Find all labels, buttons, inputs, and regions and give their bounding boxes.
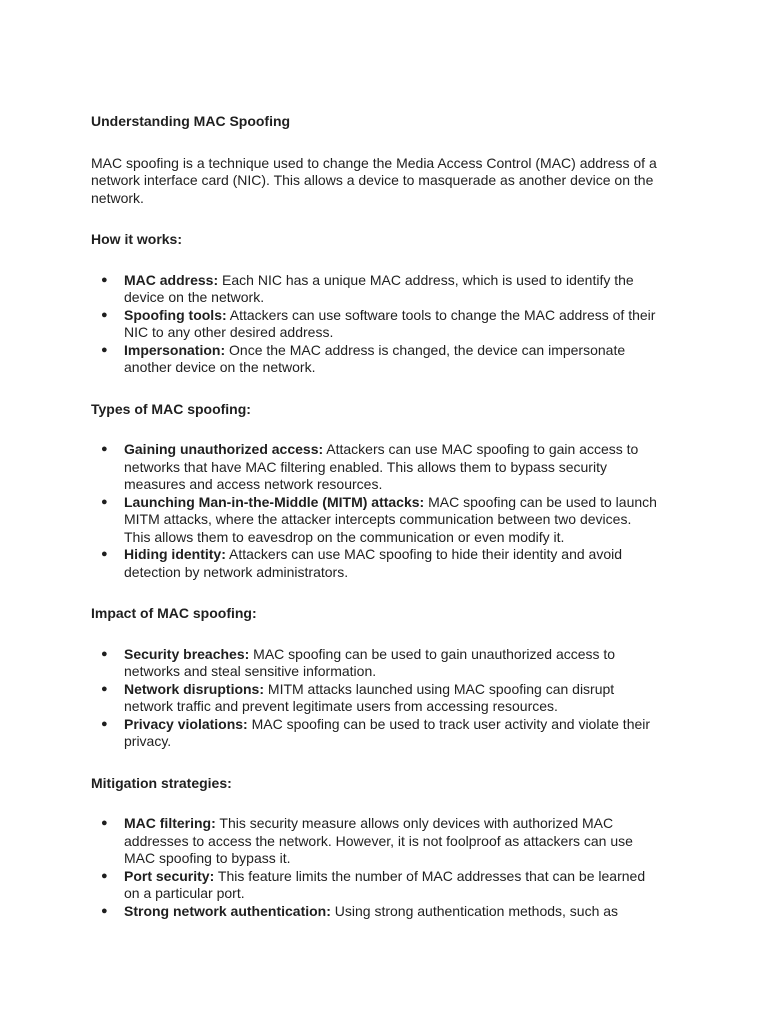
list-item <box>91 815 661 868</box>
list-item-text: This feature limits the number of MAC addresses that can be learned on a particular port. <box>124 867 646 901</box>
list-item-text: Attackers can use MAC spoofing to gain access to networks that have MAC filtering enabled. This allows them to bypass security measures and access network resources. <box>124 441 639 492</box>
bullet-icon: ● <box>101 443 108 455</box>
bullet-icon: ● <box>101 273 108 286</box>
section-heading-types: Types of MAC spoofing: <box>91 400 251 417</box>
bullet-icon: ● <box>101 682 108 695</box>
list-item <box>91 307 661 342</box>
bullet-icon: ● <box>101 647 108 660</box>
section-heading-impact: Impact of MAC spoofing: <box>91 605 257 621</box>
list-item-text: MAC spoofing can be used to gain unauthorized access to networks and steal sensitive information. <box>124 645 616 679</box>
list-item-term: MAC address: <box>124 271 219 288</box>
list-item-term: Strong network authentication: <box>124 902 331 919</box>
bullet-list-types <box>91 441 661 581</box>
bullet-icon: ● <box>101 495 108 508</box>
list-item-term: Gaining unauthorized access: <box>124 441 324 457</box>
bullet-list-impact <box>91 646 661 751</box>
list-item-term: Spoofing tools: <box>124 306 227 323</box>
list-item-text: Once the MAC address is changed, the device can impersonate another device on the network. <box>124 341 626 375</box>
list-item-text: Each NIC has a unique MAC address, which is used to identify the device on the network. <box>124 271 634 305</box>
list-item <box>91 342 661 377</box>
bullet-icon: ● <box>101 904 108 917</box>
list-item-term: Impersonation: <box>124 341 226 358</box>
list-item <box>91 494 661 547</box>
list-item-term: MAC filtering: <box>124 815 216 831</box>
document-page <box>91 113 661 920</box>
section-heading-how-it-works: How it works: <box>91 231 183 247</box>
list-item-text: MAC spoofing can be used to track user activity and violate their privacy. <box>124 715 651 749</box>
bullet-icon: ● <box>101 343 108 356</box>
list-item <box>91 441 661 494</box>
list-item-text: MITM attacks launched using MAC spoofing can disrupt network traffic and prevent legitimate users from accessing resources. <box>124 680 615 714</box>
list-item <box>91 868 661 903</box>
section-heading-mitigation: Mitigation strategies: <box>91 774 232 791</box>
list-item-term: Hiding identity: <box>124 546 226 562</box>
list-item-text: Attackers can use MAC spoofing to hide their identity and avoid detection by network administrators. <box>124 546 623 580</box>
list-item-text: MAC spoofing can be used to launch MITM attacks, where the attacker intercepts communication between two devices. This allows them to eavesdrop on the communication or even modify it. <box>124 493 657 545</box>
list-item-text: Using strong authentication methods, such as <box>330 902 619 919</box>
bullet-icon: ● <box>101 869 108 882</box>
list-item <box>91 646 661 681</box>
bullet-icon: ● <box>101 717 108 730</box>
list-item <box>91 903 661 921</box>
list-item-term: Network disruptions: <box>124 680 265 697</box>
list-item <box>91 272 661 307</box>
list-item-text: This security measure allows only devices with authorized MAC addresses to access the network. However, it is not foolproof as attackers can use MAC spoofing to bypass it. <box>124 815 633 866</box>
list-item-term: Privacy violations: <box>124 715 248 732</box>
list-item <box>91 546 661 581</box>
bullet-list-mitigation <box>91 815 661 920</box>
list-item-term: Launching Man-in-the-Middle (MITM) attacks: <box>124 493 425 510</box>
list-item-text: Attackers can use software tools to change the MAC address of their NIC to any other desired address. <box>124 306 656 340</box>
list-item <box>91 716 661 751</box>
bullet-icon: ● <box>101 817 108 829</box>
list-item-term: Port security: <box>124 867 215 884</box>
bullet-icon: ● <box>101 548 108 560</box>
bullet-list-how-it-works <box>91 272 661 377</box>
intro-paragraph: MAC spoofing is a technique used to change the Media Access Control (MAC) address of a network interface card (NIC). This allows a device to masquerade as another device on the network. <box>91 154 657 206</box>
bullet-icon: ● <box>101 308 108 321</box>
list-item-term: Security breaches: <box>124 645 250 662</box>
document-title: Understanding MAC Spoofing <box>91 113 291 129</box>
list-item <box>91 681 661 716</box>
